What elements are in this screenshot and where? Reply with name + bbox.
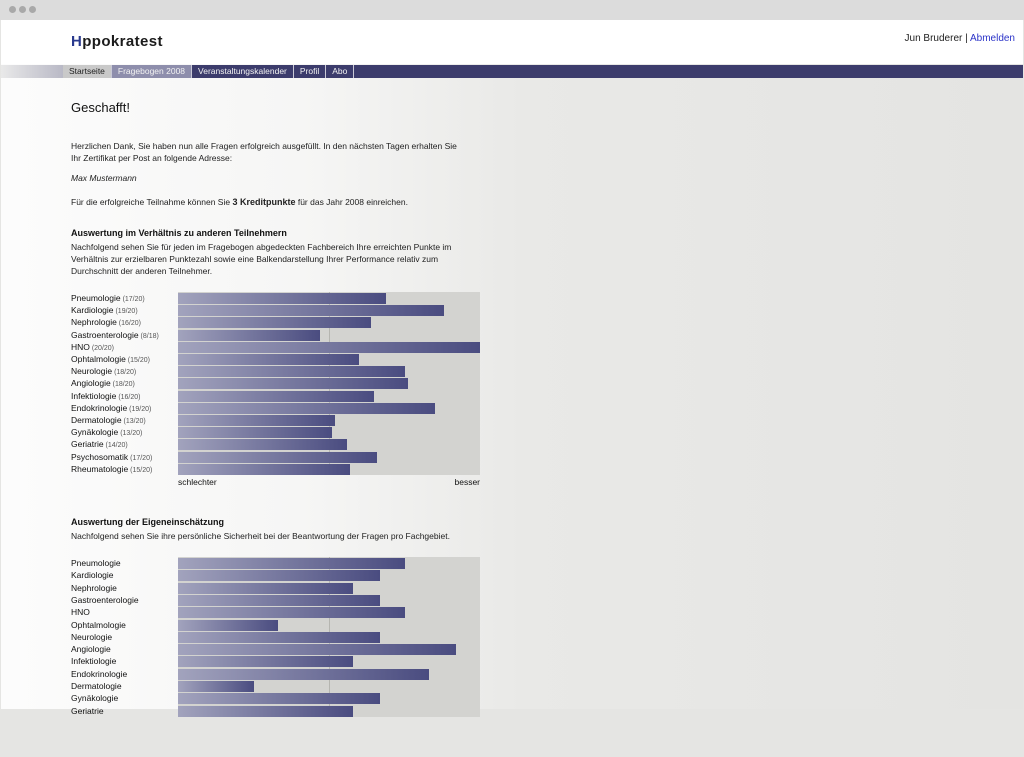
peer-chart-score-label: (18/20): [110, 381, 135, 389]
thanks-text: Herzlichen Dank, Sie haben nun alle Fragen erfolgreich ausgefüllt. In den nächsten Tagen erhalten Sie Ihr Zertifikat per Post an folgende Adresse:: [71, 141, 457, 163]
user-area: [905, 33, 1015, 44]
peer-chart-axis-right-label: besser: [454, 477, 480, 487]
self-chart-category-name: Gynäkologie: [71, 693, 119, 704]
peer-chart-bar-pneumologie: [178, 293, 386, 304]
peer-chart-category-name: Rheumatologie: [71, 463, 129, 474]
peer-chart-category-name: Nephrologie: [71, 317, 117, 328]
peer-chart-category-name: Gynäkologie: [71, 427, 119, 438]
self-chart-category-name: Infektiologie: [71, 656, 117, 667]
self-chart-row-angiologie: [71, 643, 491, 655]
peer-chart-category-name: HNO: [71, 341, 90, 352]
peer-chart-category-name: Endokrinologie: [71, 402, 128, 413]
peer-chart-row-pneumologie: [71, 292, 491, 304]
peer-chart-bar-endokrinologie: [178, 403, 435, 414]
self-chart-bar-geriatrie: [178, 706, 353, 717]
peer-chart-row-geriatrie: [71, 438, 491, 450]
peer-chart-category-name: Angiologie: [71, 378, 111, 389]
peer-chart-row-rheumatologie: [71, 463, 491, 475]
self-chart-category-name: Kardiologie: [71, 570, 114, 581]
self-chart-label-pneumologie: [71, 557, 121, 569]
self-chart-category-name: Neurologie: [71, 631, 113, 642]
self-chart-row-neurologie: [71, 631, 491, 643]
window-zoom-dot[interactable]: [29, 6, 36, 13]
peer-chart-category-name: Neurologie: [71, 366, 113, 377]
peer-chart-category-name: Dermatologie: [71, 415, 122, 425]
nav-veranstaltungskalender[interactable]: Veranstaltungskalender: [192, 65, 294, 78]
self-chart-category-name: Ophtalmologie: [71, 619, 126, 630]
self-chart-row-infektiologie: [71, 655, 491, 667]
self-chart-category-name: Nephrologie: [71, 582, 117, 593]
logo-text: ppokratest: [82, 33, 163, 50]
peer-chart-row-gastroenterologie: [71, 329, 491, 341]
peer-chart-score-label: (19/20): [127, 405, 152, 413]
peer-chart-category-name: Pneumologie: [71, 293, 121, 303]
logo[interactable]: [71, 33, 163, 50]
nav-fragebogen[interactable]: Fragebogen 2008: [112, 65, 192, 78]
self-chart-label-gastroenterologie: [71, 594, 139, 606]
self-chart-label-ophtalmologie: [71, 619, 126, 631]
window-close-dot[interactable]: [9, 6, 16, 13]
nav-startseite[interactable]: Startseite: [63, 65, 112, 78]
credits-post: für das Jahr 2008 einreichen.: [295, 197, 408, 207]
self-chart-category-name: HNO: [71, 607, 90, 618]
peer-chart-row-endokrinologie: [71, 402, 491, 414]
peer-chart-row-psychosomatik: [71, 451, 491, 463]
credits-pre: Für die erfolgreiche Teilnahme können Sie: [71, 197, 233, 207]
self-chart-row-geriatrie: [71, 705, 491, 717]
self-chart-bar-kardiologie: [178, 570, 380, 581]
peer-chart-category-name: Geriatrie: [71, 439, 104, 450]
self-chart-label-infektiologie: [71, 655, 116, 667]
self-chart-label-nephrologie: [71, 582, 117, 594]
self-chart-category-name: Dermatologie: [71, 681, 122, 691]
self-chart-row-hno: [71, 606, 491, 618]
peer-chart-row-ophtalmologie: [71, 353, 491, 365]
peer-chart-bar-infektiologie: [178, 391, 374, 402]
self-chart-label-angiologie: [71, 643, 111, 655]
peer-chart-bar-psychosomatik: [178, 452, 377, 463]
self-chart-bar-ophtalmologie: [178, 620, 278, 631]
self-chart-row-ophtalmologie: [71, 619, 491, 631]
peer-chart-score-label: (17/20): [120, 296, 145, 303]
peer-chart-score-label: (18/20): [112, 369, 137, 377]
self-chart-label-dermatologie: [71, 680, 122, 692]
page-title: Geschafft!: [71, 100, 131, 115]
peer-chart-row-nephrologie: [71, 316, 491, 328]
peer-chart-score-label: (13/20): [121, 418, 146, 425]
peer-chart-bar-gynaekologie: [178, 427, 332, 438]
self-chart-row-nephrologie: [71, 582, 491, 594]
peer-chart-bar-neurologie: [178, 366, 405, 377]
self-chart-bar-infektiologie: [178, 656, 353, 667]
self-chart-category-name: Angiologie: [71, 644, 111, 655]
peer-chart-row-kardiologie: [71, 304, 491, 316]
self-chart-category-name: Endokrinologie: [71, 668, 128, 679]
peer-chart-score-label: (19/20): [113, 308, 138, 316]
peer-chart-score-label: (14/20): [103, 442, 128, 450]
self-chart-row-dermatologie: [71, 680, 491, 692]
peer-chart-category-name: Gastroenterologie: [71, 329, 139, 340]
peer-chart-score-label: (13/20): [118, 430, 143, 438]
peer-chart-category-name: Kardiologie: [71, 305, 114, 316]
self-chart-row-kardiologie: [71, 569, 491, 581]
peer-chart-row-neurologie: [71, 365, 491, 377]
peer-chart-category-name: Psychosomatik: [71, 451, 129, 462]
self-chart-bar-pneumologie: [178, 558, 405, 569]
section2-heading: Auswertung der Eigeneinschätzung: [71, 517, 225, 527]
peer-chart-row-infektiologie: [71, 390, 491, 402]
self-chart-bar-dermatologie: [178, 681, 254, 692]
peer-chart-axis-left-label: schlechter: [178, 477, 217, 487]
nav-abo[interactable]: Abo: [326, 65, 354, 78]
logout-link[interactable]: Abmelden: [969, 33, 1015, 44]
nav-profil[interactable]: Profil: [294, 65, 326, 78]
peer-chart-row-gynaekologie: [71, 426, 491, 438]
self-chart-bar-angiologie: [178, 644, 456, 655]
self-chart-bar-nephrologie: [178, 583, 353, 594]
credits-text: [71, 196, 491, 208]
self-chart-category-name: Pneumologie: [71, 558, 121, 568]
self-chart-bar-gynaekologie: [178, 693, 380, 704]
peer-chart-score-label: (20/20): [89, 344, 115, 352]
section1-description: Nachfolgend sehen Sie für jeden im Fragebogen abgedeckten Fachbereich Ihre erreichten Punkte im Verhältnis zur erzielbaren Punktezahl sowie eine Balkendarstellung Ihrer Performance relativ zum Durchschnitt der anderen Teilnehmer.: [71, 242, 452, 276]
peer-chart-bar-angiologie: [178, 378, 408, 389]
peer-chart-row-dermatologie: [71, 414, 491, 426]
peer-chart-bar-nephrologie: [178, 317, 371, 328]
section1-heading: Auswertung im Verhältnis zu anderen Teilnehmern: [71, 228, 287, 238]
peer-chart-row-hno: [71, 341, 491, 353]
self-chart-category-name: Geriatrie: [71, 705, 104, 716]
main-nav: [1, 65, 1023, 78]
logo-initial: H: [71, 33, 83, 50]
peer-comparison-chart: [71, 292, 491, 492]
section2-description: Nachfolgend sehen Sie ihre persönliche Sicherheit bei der Beantwortung der Fragen pro Fachgebiet.: [71, 531, 450, 541]
peer-chart-category-name: Ophtalmologie: [71, 354, 126, 364]
self-chart-row-endokrinologie: [71, 668, 491, 680]
self-chart-bar-endokrinologie: [178, 669, 429, 680]
peer-chart-score-label: (15/20): [125, 357, 150, 364]
peer-chart-score-label: (17/20): [128, 454, 153, 462]
user-separator: |: [965, 33, 968, 44]
self-assessment-chart: [71, 557, 491, 757]
self-chart-row-gynaekologie: [71, 692, 491, 704]
window-minimize-dot[interactable]: [19, 6, 26, 13]
self-chart-bar-hno: [178, 607, 405, 618]
self-chart-category-name: Gastroenterologie: [71, 594, 139, 605]
self-chart-label-hno: [71, 606, 90, 618]
self-chart-row-gastroenterologie: [71, 594, 491, 606]
peer-chart-bar-ophtalmologie: [178, 354, 359, 365]
peer-chart-label-rheumatologie: [71, 463, 152, 477]
user-name: Jun Bruderer: [904, 33, 963, 44]
peer-chart-bar-rheumatologie: [178, 464, 350, 475]
self-chart-label-gynaekologie: [71, 692, 118, 704]
peer-chart-score-label: (8/18): [138, 332, 159, 340]
self-chart-label-geriatrie: [71, 705, 104, 717]
peer-chart-bar-kardiologie: [178, 305, 444, 316]
peer-chart-bar-gastroenterologie: [178, 330, 320, 341]
peer-chart-category-name: Infektiologie: [71, 390, 117, 401]
peer-chart-row-angiologie: [71, 377, 491, 389]
self-chart-row-pneumologie: [71, 557, 491, 569]
self-chart-label-kardiologie: [71, 569, 114, 581]
self-chart-bar-gastroenterologie: [178, 595, 380, 606]
page: [1, 20, 1023, 716]
peer-chart-score-label: (16/20): [116, 393, 141, 401]
address-name: Max Mustermann: [71, 173, 137, 183]
self-chart-label-neurologie: [71, 631, 112, 643]
self-chart-label-endokrinologie: [71, 668, 127, 680]
self-chart-bar-neurologie: [178, 632, 380, 643]
peer-chart-score-label: (16/20): [116, 320, 141, 328]
header: [1, 20, 1023, 64]
credits-points: 3 Kreditpunkte: [232, 197, 296, 207]
nav-fade: [1, 65, 63, 78]
browser-chrome: [0, 0, 1024, 20]
peer-chart-bar-dermatologie: [178, 415, 335, 426]
peer-chart-bar-hno: [178, 342, 480, 353]
peer-chart-bar-geriatrie: [178, 439, 347, 450]
peer-chart-score-label: (15/20): [128, 466, 153, 474]
